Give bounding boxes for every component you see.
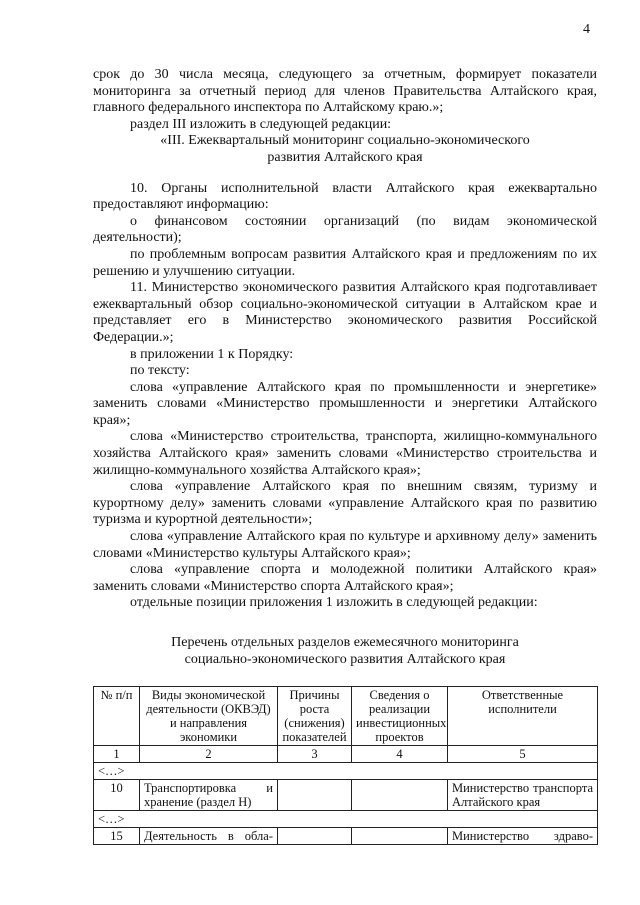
executors-cell: Министерство здраво- (448, 828, 598, 845)
header-cell: Ответственные исполнители (448, 687, 598, 746)
paragraph: 11. Министерство экономического развития Алтайского края подготавливает ежеквартальный обзор социально-экономической ситуации в Алтайском крае и представляет его в Министерство экономического развития Российской Федерации.»; (93, 280, 597, 345)
projects-cell (352, 828, 448, 845)
monitoring-table (93, 686, 598, 845)
column-number: 1 (94, 746, 140, 763)
paragraph: срок до 30 числа месяца, следующего за отчетным, формирует показатели мониторинга за отчетный период для членов Правительства Алтайского края, главного федерального инспектора по Алтайскому краю.»; (93, 67, 597, 116)
row-number: 15 (94, 828, 140, 845)
paragraph: слова «Министерство строительства, транспорта, жилищно-коммунального хозяйства Алтайского края» заменить словами «Министерство строительства и жилищно-коммунального хозяйства Алтайского края»; (93, 429, 597, 478)
paragraph: по проблемным вопросам развития Алтайского края и предложениям по их решению и улучшению ситуации. (93, 246, 597, 279)
reasons-cell (278, 780, 352, 811)
header-cell: Сведения о реализации инвестиционных проектов (352, 687, 448, 746)
executors-cell: Министерство транспорта Алтайского края (448, 780, 598, 811)
paragraph: отдельные позиции приложения 1 изложить в следующей редакции: (130, 595, 538, 611)
paragraph: о финансовом состоянии организаций (по видам экономической деятельности); (93, 213, 597, 246)
table-row (94, 828, 598, 845)
table-title-line: Перечень отдельных разделов ежемесячного мониторинга (171, 635, 519, 650)
paragraph: слова «управление спорта и молодежной политики Алтайского края» заменить словами «Министерство спорта Алтайского края»; (93, 562, 597, 594)
reasons-cell (278, 828, 352, 845)
header-cell: Причины роста (снижения) показателей (278, 687, 352, 746)
column-number: 4 (352, 746, 448, 763)
table-title (93, 635, 597, 668)
section-heading: развития Алтайского края (267, 149, 423, 165)
body-text (93, 67, 597, 612)
table-title-line: социально-экономического развития Алтайского края (184, 651, 506, 667)
ellipsis-cell: <…> (94, 811, 598, 828)
table-row (94, 780, 598, 811)
paragraph: по тексту: (130, 363, 190, 379)
table-header-row (94, 687, 598, 746)
paragraph: в приложении 1 к Порядку: (130, 346, 294, 362)
paragraph: слова «управление Алтайского края по культуре и архивному делу» заменить словами «Министерство культуры Алтайского края»; (93, 529, 597, 561)
header-cell: Виды экономической деятельности (ОКВЭД) и направления экономики (140, 687, 278, 746)
column-number: 5 (448, 746, 598, 763)
row-number: 10 (94, 780, 140, 811)
table-ellipsis-row (94, 811, 598, 828)
paragraph: раздел III изложить в следующей редакции: (130, 116, 392, 132)
paragraph: слова «управление Алтайского края по промышленности и энергетике» заменить словами «Министерство промышленности и энергетики Алтайского края»; (93, 379, 597, 428)
column-number: 2 (140, 746, 278, 763)
activity-cell: Деятельность в обла- (140, 828, 278, 845)
table-number-row (94, 746, 598, 763)
projects-cell (352, 780, 448, 811)
activity-cell: Транспортировка и хранение (раздел H) (140, 780, 278, 811)
header-cell: № п/п (94, 687, 140, 746)
paragraph: слова «управление Алтайского края по внешним связям, туризму и курортному делу» заменить словами «управление Алтайского края по развитию туризма и курортной деятельности»; (93, 479, 597, 528)
section-heading: «III. Ежеквартальный мониторинг социально-экономического (160, 133, 530, 149)
table-ellipsis-row (94, 763, 598, 780)
page-number: 4 (583, 22, 590, 37)
ellipsis-cell: <…> (94, 763, 598, 780)
paragraph: 10. Органы исполнительной власти Алтайского края ежеквартально предоставляют информацию: (93, 180, 597, 213)
column-number: 3 (278, 746, 352, 763)
